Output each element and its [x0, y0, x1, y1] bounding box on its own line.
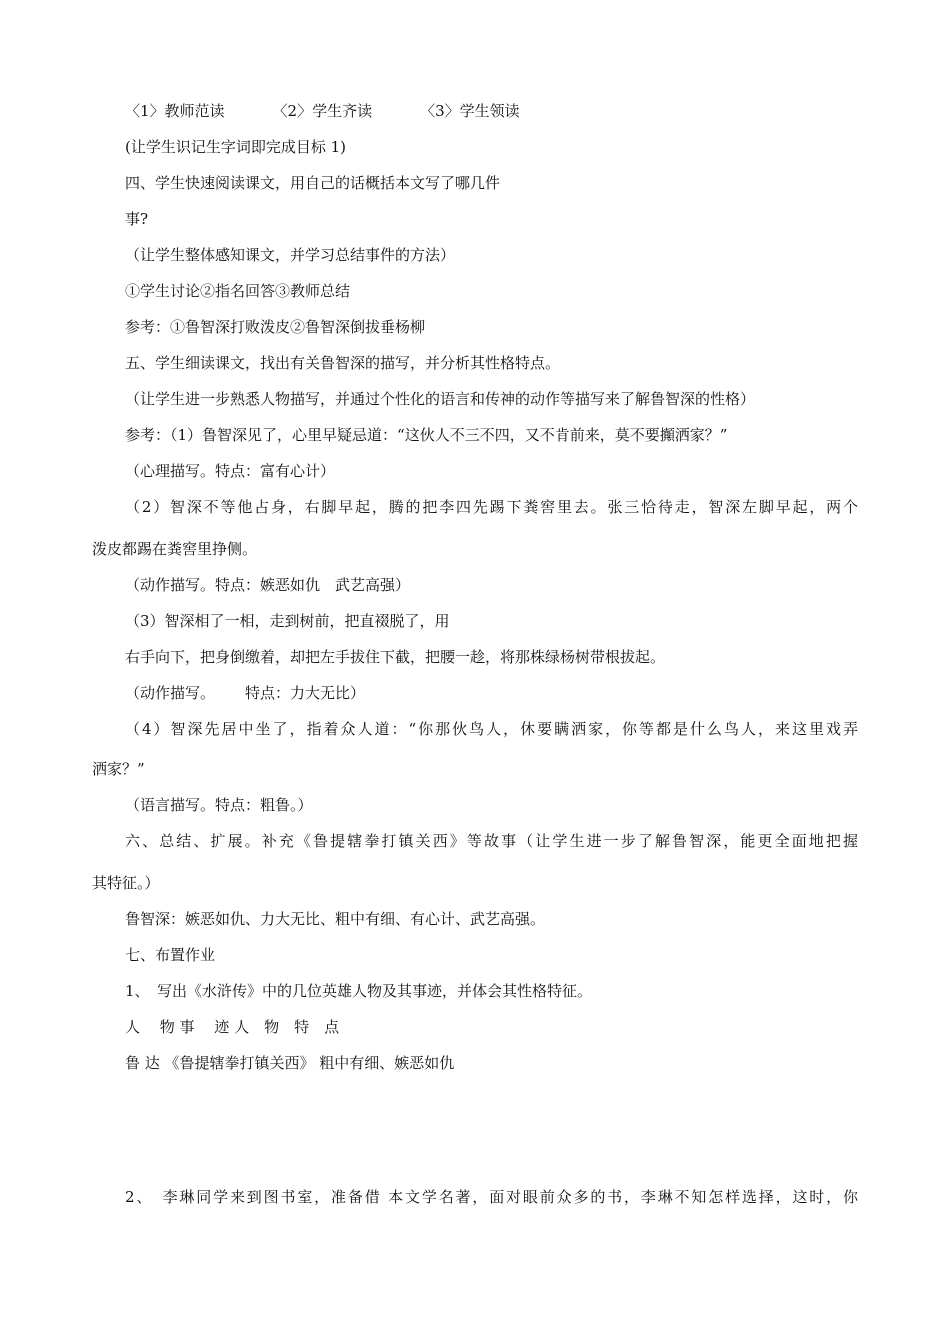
- reference-3-note-type: （动作描写。: [125, 684, 216, 702]
- homework-table-row: 鲁 达 《鲁提辖拳打镇关西》 粗中有细、嫉恶如仇: [125, 1054, 455, 1072]
- reference-4: （4）智深先居中坐了，指着众人道：“你那伙鸟人，休要瞒洒家，你等都是什么鸟人，来这里戏弄: [125, 720, 858, 738]
- section-5-note: （让学生进一步熟悉人物描写，并通过个性化的语言和传神的动作等描写来了解鲁智深的性格）: [125, 390, 756, 408]
- reference-4-cont: 洒家？”: [92, 760, 145, 778]
- reading-method-1: 〈1〉教师范读: [125, 102, 225, 120]
- section-7-heading: 七、布置作业: [125, 946, 216, 964]
- reference-2: （2）智深不等他占身，右脚早起，腾的把李四先踢下粪窖里去。张三恰待走，智深左脚早起，两个: [125, 498, 858, 516]
- reference-3-note-trait: 特点：力大无比）: [245, 684, 366, 702]
- reference-3-note: [125, 683, 365, 703]
- goal-note: (让学生识记生字词即完成目标 1): [125, 138, 347, 156]
- reference-4-note: （语言描写。特点：粗鲁。）: [125, 796, 313, 814]
- section-4-heading: 四、学生快速阅读课文，用自己的话概括本文写了哪几件: [125, 174, 501, 192]
- section-4-heading-cont: 事?: [125, 210, 149, 228]
- section-4-steps: ①学生讨论②指名回答③教师总结: [125, 282, 351, 300]
- homework-1: 1、 写出《水浒传》中的几位英雄人物及其事迹，并体会其性格特征。: [125, 982, 593, 1000]
- reading-methods-line: [125, 101, 520, 121]
- reference-3: （3）智深相了一相，走到树前，把直裰脱了，用: [125, 612, 450, 630]
- homework-table-header: 人 物 事 迹 人 物 特 点: [125, 1018, 340, 1036]
- reading-method-3: 〈3〉学生领读: [420, 102, 520, 120]
- character-summary: 鲁智深：嫉恶如仇、力大无比、粗中有细、有心计、武艺高强。: [125, 910, 546, 928]
- section-6-heading: 六、总结、扩展。补充《鲁提辖拳打镇关西》等故事（让学生进一步了解鲁智深，能更全面地把握: [125, 832, 858, 850]
- reference-3-cont: 右手向下，把身倒缴着，却把左手拔住下截，把腰一趁，将那株绿杨树带根拔起。: [125, 648, 666, 666]
- reference-1: 参考：（1）鲁智深见了，心里早疑忌道：“这伙人不三不四，又不肯前来，莫不要攧洒家？”: [125, 426, 728, 444]
- reference-2-note: （动作描写。特点：嫉恶如仇 武艺高强）: [125, 576, 411, 594]
- section-4-reference: 参考：①鲁智深打败泼皮②鲁智深倒拔垂杨柳: [125, 318, 426, 336]
- section-6-heading-cont: 其特征。）: [92, 874, 160, 892]
- section-5-heading: 五、学生细读课文，找出有关鲁智深的描写，并分析其性格特点。: [125, 354, 561, 372]
- reference-1-note: （心理描写。特点：富有心计）: [125, 462, 336, 480]
- section-4-note: （让学生整体感知课文，并学习总结事件的方法）: [125, 246, 456, 264]
- reference-2-cont: 泼皮都踢在粪窖里挣侧。: [92, 540, 258, 558]
- reading-method-2: 〈2〉学生齐读: [272, 102, 373, 120]
- homework-2: 2、 李琳同学来到图书室，准备借 本文学名著，面对眼前众多的书，李琳不知怎样选择，这时，你: [125, 1188, 858, 1206]
